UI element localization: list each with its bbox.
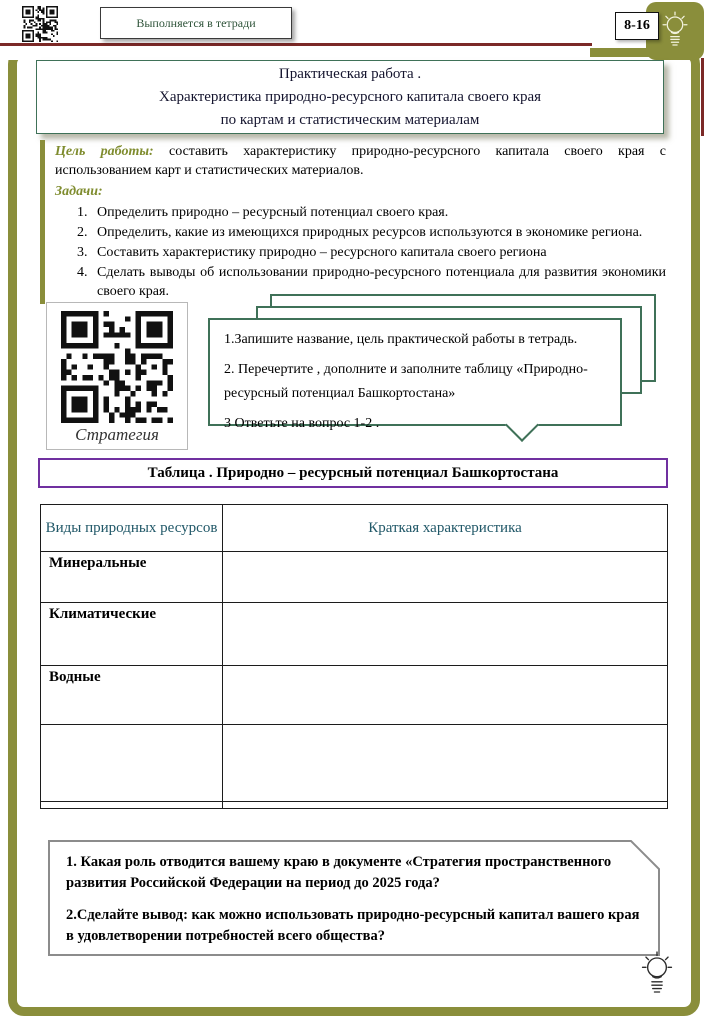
goal-text: составить характеристику природно-ресурсного капитала своего края с использованием карт и статистических материалов. [55,144,667,178]
resource-desc-cell [223,552,668,603]
task-item: 1. Определить природно – ресурсный потенциал своего края. [91,203,666,222]
title-line-1: Практическая работа . [278,65,422,82]
tasks-list [55,203,666,301]
resource-desc-cell [223,802,668,809]
col-header-resource-types: Виды природных ресурсов [41,505,223,552]
task-item: 2. Определить, какие из имеющихся природных ресурсов используются в экономике региона. [91,223,666,242]
instruction-item: 3 Ответьте на вопрос 1-2 . [224,416,380,431]
title-line-3: по картам и статистическим материалам [220,111,480,128]
resources-table [40,504,668,809]
lightbulb-icon-top [661,8,689,54]
table-row [41,552,668,603]
instruction-item: 1.Запишите название, цель практической работы в тетрадь. [224,332,578,347]
resource-desc-cell [223,725,668,802]
resource-type-cell [41,725,223,802]
table-row [41,666,668,725]
goal-label: Цель работы: [55,144,154,159]
slide-number-badge: 8-16 [615,12,659,40]
table-row [41,603,668,666]
instructions-bubble [208,318,622,431]
resource-desc-cell [223,603,668,666]
goal-paragraph [55,142,666,180]
question-item: 2.Сделайте вывод: как можно использовать природно-ресурсный капитал вашего края в удовлетворении потребностей всего общества? [66,907,640,944]
notebook-note-box [100,7,292,39]
task-item: 4. Сделать выводы об использовании природно-ресурсного потенциала для развития экономики своего края. [91,263,666,301]
resource-type-cell: Водные [41,666,223,725]
questions-text [48,840,660,956]
table-row [41,802,668,809]
resource-desc-cell [223,666,668,725]
resource-type-cell [41,802,223,809]
title-line-2: Характеристика природно-ресурсного капитала своего края [158,88,542,105]
qr-caption: Стратегия [75,425,159,444]
instruction-item: 2. Перечертите , дополните и заполните таблицу «Природно-ресурсный потенциал Башкортостана» [224,362,588,401]
notebook-note-text: Выполняется в тетради [136,15,256,30]
table-row [41,725,668,802]
col-header-description: Краткая характеристика [223,505,668,552]
lightbulb-icon-bottom [640,948,674,1002]
question-item: 1. Какая роль отводится вашему краю в документе «Стратегия пространственного развития Российской Федерации на период до 2025 года? [66,854,612,891]
top-accent-line [0,43,592,46]
goal-section [40,140,668,304]
task-item: 3. Составить характеристику природно – ресурсного капитала своего региона [91,243,666,262]
table-header-row [41,505,668,552]
table-body [41,552,668,809]
resource-type-cell: Минеральные [41,552,223,603]
questions-callout [48,840,660,956]
strategy-qr-box [46,302,188,450]
resource-type-cell: Климатические [41,603,223,666]
frame-top-mask [8,46,590,60]
right-accent-line [701,58,704,136]
title-box [36,60,664,134]
tasks-label: Задачи: [55,184,103,199]
lightbulb-bottom-wrap [640,948,674,1002]
qr-code-strategy [61,311,173,423]
qr-code-top [22,6,58,42]
table-caption: Таблица . Природно – ресурсный потенциал Башкортостана [38,458,668,488]
